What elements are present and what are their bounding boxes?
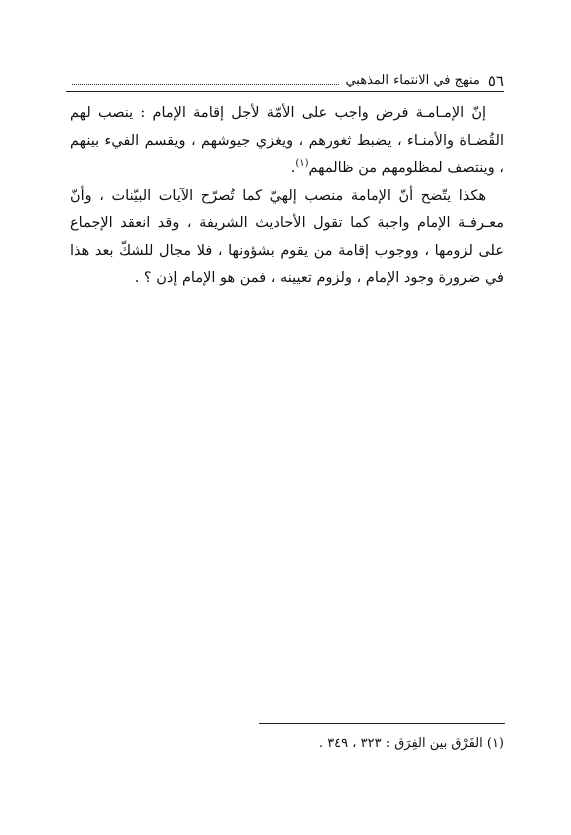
running-head <box>66 64 504 90</box>
paragraph: هكذا يتّضح أنّ الإمامة منصب إلهيّ كما تُصرّح الآيات البيّنات ، وأنّ معـرفـة الإمام واجبة كما تقول الأحاديث الشريفة ، وقد انعقد الإجماع على لزومها ، ووجوب إقامة من يقوم بشؤونها ، فلا مجال للشكّ بعد هذا في ضرورة وجود الإمام ، ولزوم تعيينه ، فمن هو الإمام إذن ؟ . <box>70 187 504 286</box>
header-rule <box>66 91 504 92</box>
book-title: منهج في الانتماء المذهبي <box>345 73 480 88</box>
footnote-reference: (١) <box>295 158 309 170</box>
main-text <box>70 100 504 293</box>
paragraph-text: إنّ الإمـامـة فرض واجب على الأمّة لأجل إقامة الإمام : ينصب لهم القُضـاة والأمنـاء ، يضبط ثغورهم ، ويغزي جيوشهم ، ويقسم الفيء بينهم ، وينتصف لمظلومهم من ظالمهم <box>70 105 504 176</box>
paragraph <box>70 100 504 183</box>
page-number: ٥٦ <box>487 72 504 90</box>
footnote: (١) الفَرْق بين الفِرَق : ٣٢٣ ، ٣٤٩ . <box>318 736 504 751</box>
dotted-leader <box>72 83 339 85</box>
paragraph-end: . <box>290 160 296 176</box>
footnote-rule <box>259 723 505 724</box>
